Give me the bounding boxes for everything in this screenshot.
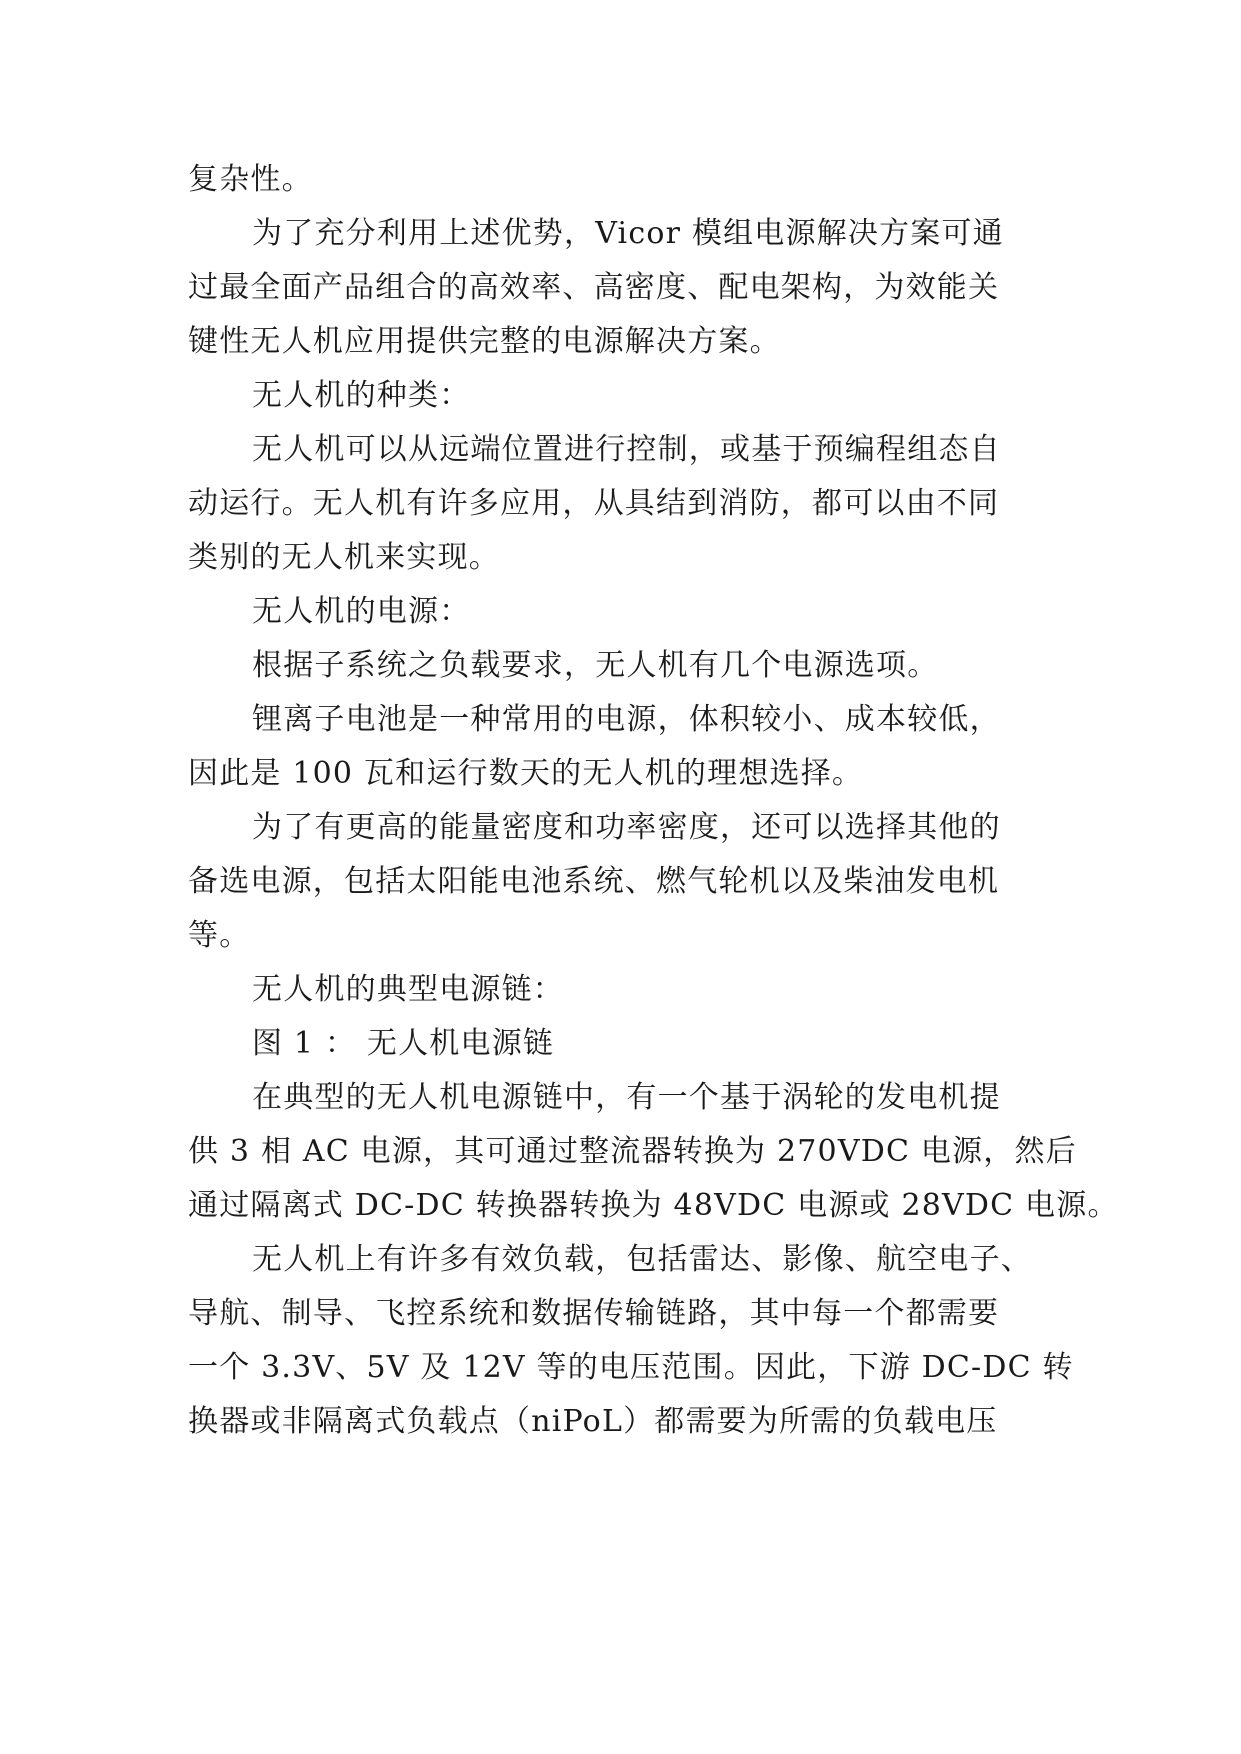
paragraph-line: 为了有更高的能量密度和功率密度，还可以选择其他的 xyxy=(252,810,1001,845)
paragraph-line: 为了充分利用上述优势，Vicor 模组电源解决方案可通 xyxy=(252,216,1004,251)
section-heading: 无人机的电源： xyxy=(252,594,471,629)
section-heading: 无人机的种类： xyxy=(252,378,471,413)
text-line: 因此是 100 瓦和运行数天的无人机的理想选择。 xyxy=(188,756,864,791)
text-line: 等。 xyxy=(188,918,251,953)
text-line: 类别的无人机来实现。 xyxy=(188,540,500,575)
paragraph-line: 锂离子电池是一种常用的电源，体积较小、成本较低， xyxy=(252,702,1001,737)
text-line: 导航、制导、飞控系统和数据传输链路，其中每一个都需要 xyxy=(188,1296,1000,1331)
text-line: 动运行。无人机有许多应用，从具结到消防，都可以由不同 xyxy=(188,486,1000,521)
text-line: 换器或非隔离式负载点（niPoL）都需要为所需的负载电压 xyxy=(188,1404,998,1439)
paragraph-line: 无人机上有许多有效负载，包括雷达、影像、航空电子、 xyxy=(252,1242,1032,1277)
figure-caption: 图 1 ： 无人机电源链 xyxy=(252,1026,555,1061)
text-line: 键性无人机应用提供完整的电源解决方案。 xyxy=(188,324,781,359)
text-line: 复杂性。 xyxy=(188,162,313,197)
paragraph-line: 在典型的无人机电源链中，有一个基于涡轮的发电机提 xyxy=(252,1080,1001,1115)
text-line: 供 3 相 AC 电源，其可通过整流器转换为 270VDC 电源，然后 xyxy=(188,1134,1077,1169)
paragraph-line: 无人机可以从远端位置进行控制，或基于预编程组态自 xyxy=(252,432,1001,467)
paragraph-line: 根据子系统之负载要求，无人机有几个电源选项。 xyxy=(252,648,939,683)
text-line: 过最全面产品组合的高效率、高密度、配电架构，为效能关 xyxy=(188,270,1000,305)
text-line: 备选电源，包括太阳能电池系统、燃气轮机以及柴油发电机 xyxy=(188,864,1000,899)
text-line: 通过隔离式 DC-DC 转换器转换为 48VDC 电源或 28VDC 电源。 xyxy=(188,1188,1119,1223)
section-heading: 无人机的典型电源链： xyxy=(252,972,564,1007)
text-line: 一个 3.3V、5V 及 12V 等的电压范围。因此，下游 DC-DC 转 xyxy=(188,1350,1074,1385)
